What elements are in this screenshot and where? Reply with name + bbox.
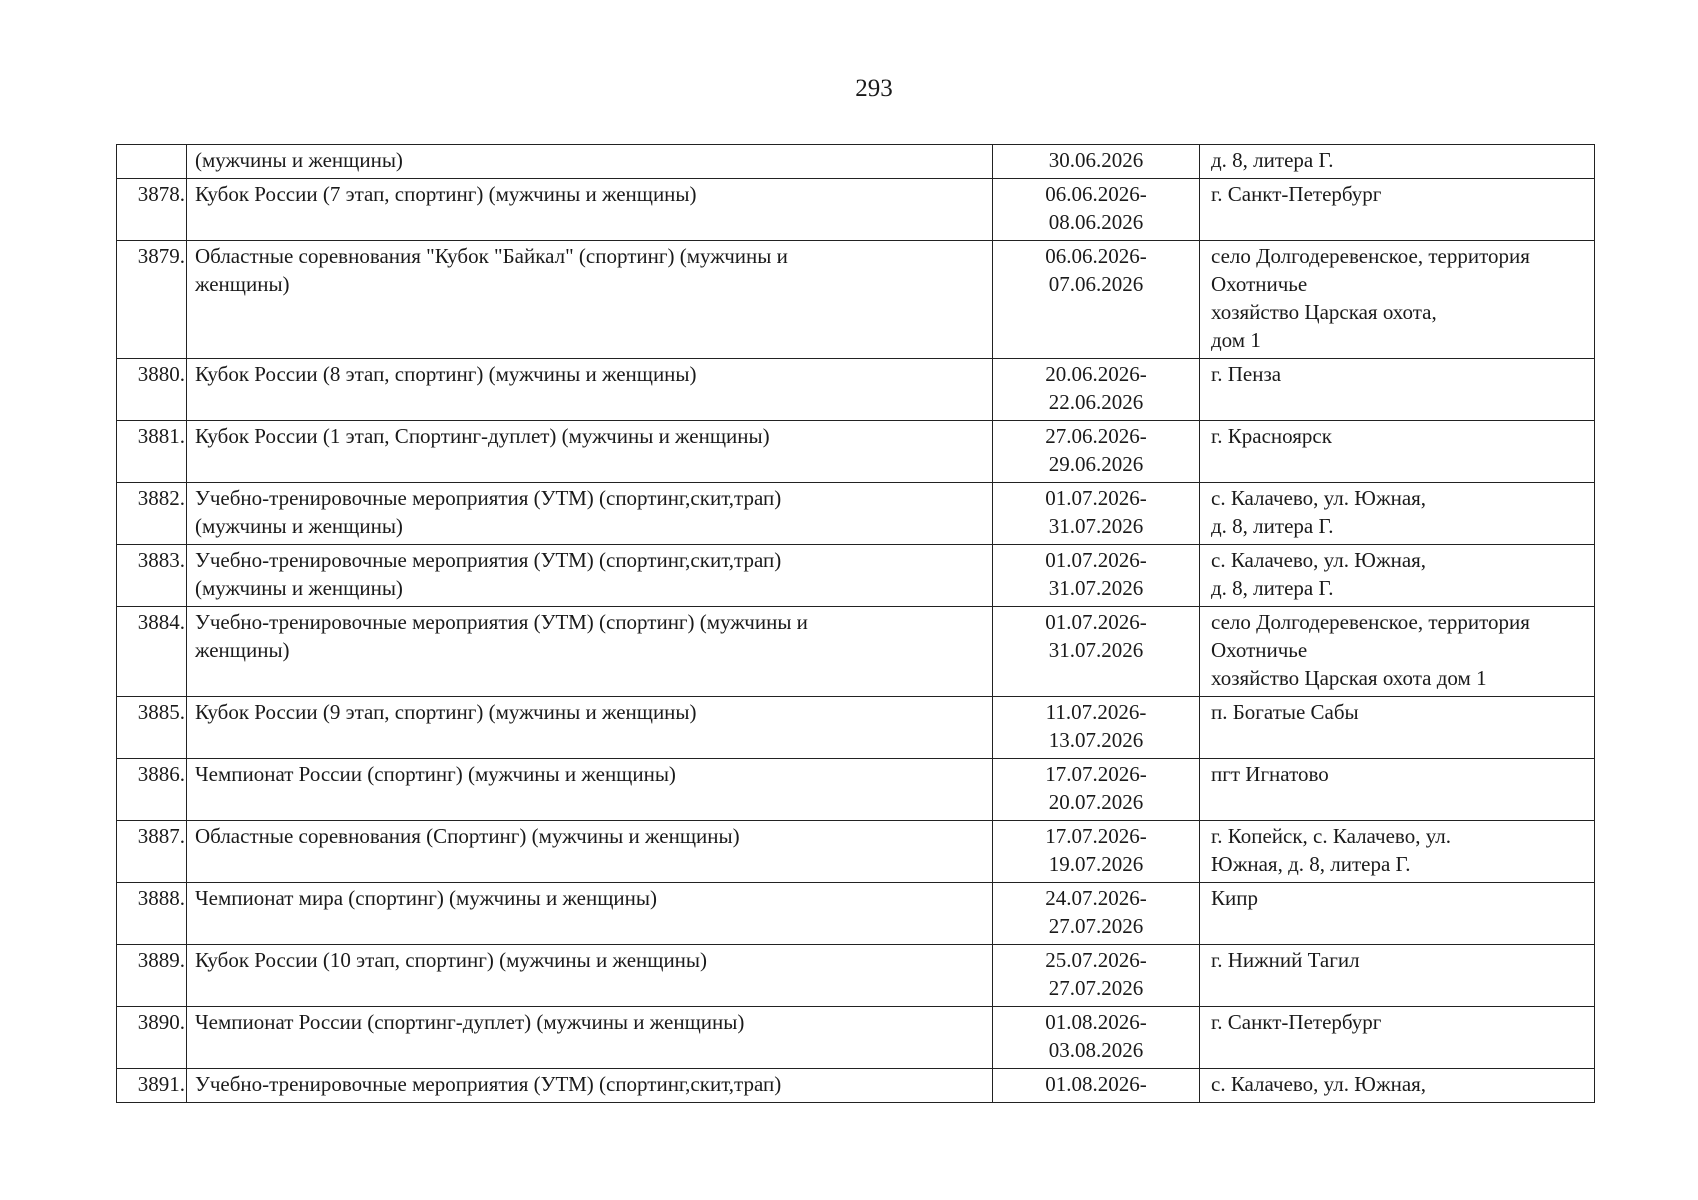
event-place-cell [1200, 145, 1595, 179]
event-place-line: село Долгодеревенское, территория [1211, 244, 1530, 268]
event-dates-line: 27.07.2026 [1048, 914, 1144, 938]
event-dates-line: 01.07.2026- [1045, 610, 1147, 634]
event-dates-line: 20.06.2026- [1045, 362, 1147, 386]
event-name-cell [187, 145, 993, 179]
event-name-line: (мужчины и женщины) [195, 514, 403, 538]
event-name-line: Кубок России (10 этап, спортинг) (мужчины и женщины) [195, 948, 708, 972]
event-dates-line: 01.07.2026- [1045, 548, 1147, 572]
table-row [117, 1007, 1595, 1069]
event-name-cell [187, 883, 993, 945]
table-row [117, 241, 1595, 359]
row-number-cell: 3882. [117, 483, 187, 545]
row-number-cell: 3888. [117, 883, 187, 945]
event-name-line: женщины) [195, 638, 290, 662]
event-place-line: дом 1 [1211, 328, 1261, 352]
event-place-line: хозяйство Царская охота, [1211, 300, 1437, 324]
event-dates-cell [993, 483, 1200, 545]
event-name-line: Областные соревнования "Кубок "Байкал" (спортинг) (мужчины и [195, 244, 788, 268]
event-place-line: д. 8, литера Г. [1211, 514, 1334, 538]
events-table-body [117, 145, 1595, 1103]
table-row [117, 359, 1595, 421]
event-place-cell [1200, 759, 1595, 821]
event-name-line: Учебно-тренировочные мероприятия (УТМ) (спортинг,скит,трап) [195, 1072, 782, 1096]
event-name-line: (мужчины и женщины) [195, 148, 403, 172]
event-dates-line: 07.06.2026 [1048, 272, 1144, 296]
event-place-line: пгт Игнатово [1211, 762, 1329, 786]
event-dates-line: 08.06.2026 [1048, 210, 1144, 234]
event-dates-cell [993, 883, 1200, 945]
event-place-line: г. Санкт-Петербург [1211, 1010, 1382, 1034]
event-dates-line: 31.07.2026 [1048, 514, 1144, 538]
event-name-cell [187, 945, 993, 1007]
event-name-cell [187, 359, 993, 421]
event-name-line: Учебно-тренировочные мероприятия (УТМ) (спортинг,скит,трап) [195, 548, 782, 572]
event-place-cell [1200, 697, 1595, 759]
event-dates-line: 27.06.2026- [1045, 424, 1147, 448]
event-place-line: с. Калачево, ул. Южная, [1211, 1072, 1427, 1096]
event-dates-line: 11.07.2026- [1045, 700, 1147, 724]
table-row [117, 179, 1595, 241]
event-dates-line: 01.08.2026- [1045, 1072, 1147, 1096]
event-place-line: г. Копейск, с. Калачево, ул. [1211, 824, 1452, 848]
event-dates-cell [993, 545, 1200, 607]
event-name-line: Кубок России (8 этап, спортинг) (мужчины и женщины) [195, 362, 697, 386]
row-number-cell: 3880. [117, 359, 187, 421]
event-dates-cell [993, 359, 1200, 421]
event-name-line: Учебно-тренировочные мероприятия (УТМ) (спортинг) (мужчины и [195, 610, 808, 634]
event-dates-cell [993, 179, 1200, 241]
event-name-line: Кубок России (9 этап, спортинг) (мужчины и женщины) [195, 700, 697, 724]
event-name-line: Областные соревнования (Спортинг) (мужчины и женщины) [195, 824, 740, 848]
table-row [117, 607, 1595, 697]
row-number-cell: 3889. [117, 945, 187, 1007]
table-row [117, 421, 1595, 483]
event-dates-cell [993, 607, 1200, 697]
event-place-line: Охотничье [1211, 638, 1308, 662]
event-place-line: п. Богатые Сабы [1211, 700, 1359, 724]
event-name-cell [187, 697, 993, 759]
event-place-cell [1200, 545, 1595, 607]
table-row [117, 883, 1595, 945]
event-dates-line: 17.07.2026- [1045, 824, 1147, 848]
event-place-line: хозяйство Царская охота дом 1 [1211, 666, 1487, 690]
event-name-cell [187, 179, 993, 241]
event-dates-cell [993, 697, 1200, 759]
event-place-line: с. Калачево, ул. Южная, [1211, 548, 1427, 572]
event-dates-cell [993, 821, 1200, 883]
events-table [116, 144, 1595, 1103]
event-dates-line: 27.07.2026 [1048, 976, 1144, 1000]
event-name-line: Чемпионат мира (спортинг) (мужчины и женщины) [195, 886, 657, 910]
event-name-line: женщины) [195, 272, 290, 296]
row-number-cell: 3886. [117, 759, 187, 821]
event-dates-line: 03.08.2026 [1048, 1038, 1144, 1062]
event-place-line: г. Пенза [1211, 362, 1282, 386]
event-dates-line: 31.07.2026 [1048, 638, 1144, 662]
event-name-line: Кубок России (1 этап, Спортинг-дуплет) (мужчины и женщины) [195, 424, 770, 448]
event-place-cell [1200, 945, 1595, 1007]
row-number-cell: 3891. [117, 1069, 187, 1103]
event-name-line: Учебно-тренировочные мероприятия (УТМ) (спортинг,скит,трап) [195, 486, 782, 510]
table-row [117, 945, 1595, 1007]
event-place-cell [1200, 483, 1595, 545]
event-name-cell [187, 1007, 993, 1069]
event-dates-line: 30.06.2026 [1048, 148, 1144, 172]
event-name-cell [187, 607, 993, 697]
event-name-cell [187, 545, 993, 607]
event-place-cell [1200, 359, 1595, 421]
table-row [117, 759, 1595, 821]
event-place-line: село Долгодеревенское, территория [1211, 610, 1530, 634]
row-number-cell: 3884. [117, 607, 187, 697]
event-name-cell [187, 483, 993, 545]
table-row [117, 483, 1595, 545]
page-number: 293 [855, 75, 893, 102]
event-place-cell [1200, 883, 1595, 945]
event-dates-line: 24.07.2026- [1045, 886, 1147, 910]
event-place-line: Охотничье [1211, 272, 1308, 296]
event-place-line: г. Санкт-Петербург [1211, 182, 1382, 206]
event-place-cell [1200, 1069, 1595, 1103]
event-dates-cell [993, 945, 1200, 1007]
event-dates-line: 01.07.2026- [1045, 486, 1147, 510]
event-dates-line: 25.07.2026- [1045, 948, 1147, 972]
event-dates-line: 01.08.2026- [1045, 1010, 1147, 1034]
event-place-line: Южная, д. 8, литера Г. [1211, 852, 1411, 876]
event-dates-line: 06.06.2026- [1045, 244, 1147, 268]
event-name-line: Кубок России (7 этап, спортинг) (мужчины и женщины) [195, 182, 697, 206]
event-dates-cell [993, 145, 1200, 179]
event-place-cell [1200, 1007, 1595, 1069]
event-place-cell [1200, 179, 1595, 241]
row-number-cell: 3890. [117, 1007, 187, 1069]
table-row [117, 545, 1595, 607]
table-row [117, 145, 1595, 179]
row-number-cell: 3879. [117, 241, 187, 359]
event-dates-cell [993, 1069, 1200, 1103]
event-name-cell [187, 241, 993, 359]
event-dates-cell [993, 759, 1200, 821]
event-dates-cell [993, 421, 1200, 483]
event-place-cell [1200, 421, 1595, 483]
table-row [117, 1069, 1595, 1103]
event-dates-line: 19.07.2026 [1048, 852, 1144, 876]
event-dates-line: 31.07.2026 [1048, 576, 1144, 600]
row-number-cell: 3887. [117, 821, 187, 883]
event-place-line: г. Красноярск [1211, 424, 1332, 448]
table-row [117, 821, 1595, 883]
event-name-cell [187, 421, 993, 483]
event-place-cell [1200, 607, 1595, 697]
table-row [117, 697, 1595, 759]
row-number-cell [117, 145, 187, 179]
event-dates-cell [993, 1007, 1200, 1069]
event-dates-line: 17.07.2026- [1045, 762, 1147, 786]
event-place-line: д. 8, литера Г. [1211, 148, 1334, 172]
event-name-line: Чемпионат России (спортинг-дуплет) (мужчины и женщины) [195, 1010, 745, 1034]
event-dates-cell [993, 241, 1200, 359]
event-dates-line: 20.07.2026 [1048, 790, 1144, 814]
event-place-line: с. Калачево, ул. Южная, [1211, 486, 1427, 510]
event-place-line: Кипр [1211, 886, 1258, 910]
event-place-line: г. Нижний Тагил [1211, 948, 1360, 972]
event-name-cell [187, 759, 993, 821]
row-number-cell: 3883. [117, 545, 187, 607]
event-name-line: Чемпионат России (спортинг) (мужчины и женщины) [195, 762, 676, 786]
event-name-cell [187, 1069, 993, 1103]
row-number-cell: 3881. [117, 421, 187, 483]
event-dates-line: 06.06.2026- [1045, 182, 1147, 206]
event-dates-line: 29.06.2026 [1048, 452, 1144, 476]
event-dates-line: 22.06.2026 [1048, 390, 1144, 414]
event-name-line: (мужчины и женщины) [195, 576, 403, 600]
row-number-cell: 3885. [117, 697, 187, 759]
event-place-line: д. 8, литера Г. [1211, 576, 1334, 600]
row-number-cell: 3878. [117, 179, 187, 241]
event-place-cell [1200, 821, 1595, 883]
event-place-cell [1200, 241, 1595, 359]
event-dates-line: 13.07.2026 [1048, 728, 1144, 752]
event-name-cell [187, 821, 993, 883]
